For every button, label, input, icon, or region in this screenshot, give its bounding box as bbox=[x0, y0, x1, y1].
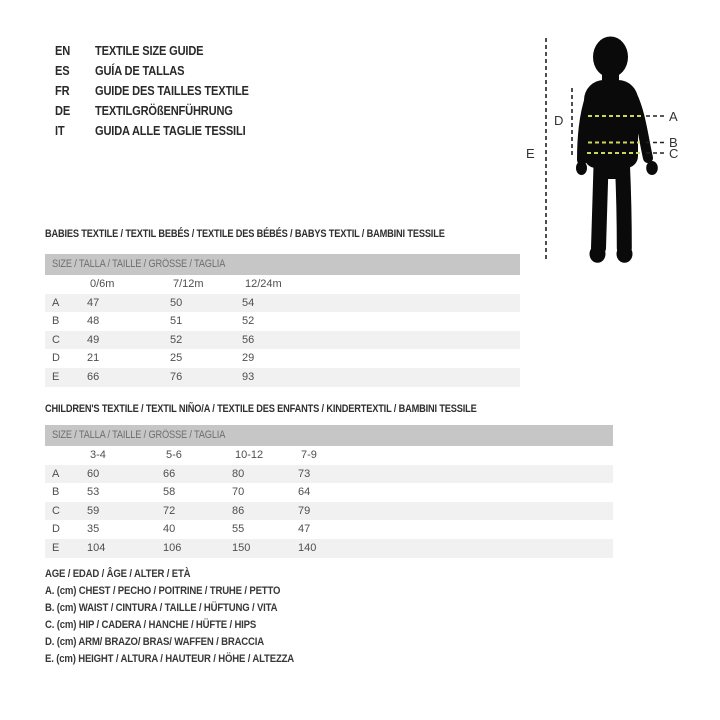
size-value-cell: 150 bbox=[232, 541, 251, 554]
table-row bbox=[45, 520, 613, 539]
size-column-header: 7/12m bbox=[173, 278, 204, 290]
row-label: A bbox=[52, 467, 60, 480]
table-row bbox=[45, 294, 520, 313]
size-value-cell: 21 bbox=[87, 352, 100, 365]
silhouette-torso-lower bbox=[584, 112, 638, 168]
size-value-cell: 29 bbox=[242, 352, 255, 365]
silhouette-left-hand bbox=[576, 161, 587, 175]
babies-section-heading: BABIES TEXTILE / TEXTIL BEBÉS / TEXTILE DES BÉBÉS / BABYS TEXTIL / BAMBINI TESSILE bbox=[45, 228, 445, 240]
legend-line-waist: B. (cm) WAIST / CINTURA / TAILLE / HÜFTUNG / VITA bbox=[45, 602, 278, 615]
size-header-bar: SIZE / TALLA / TAILLE / GRÖSSE / TAGLIA bbox=[45, 425, 613, 446]
table-row bbox=[45, 331, 520, 350]
size-value-cell: 76 bbox=[170, 370, 183, 383]
row-label: D bbox=[52, 352, 60, 365]
language-code: DE bbox=[55, 103, 71, 118]
hip-label: C bbox=[669, 146, 679, 161]
row-label: A bbox=[52, 296, 60, 309]
size-value-cell: 72 bbox=[163, 504, 176, 517]
size-value-cell: 64 bbox=[298, 486, 311, 499]
size-value-cell: 52 bbox=[170, 333, 183, 346]
language-title: TEXTILE SIZE GUIDE bbox=[95, 43, 204, 58]
row-label: D bbox=[52, 523, 60, 536]
size-value-cell: 56 bbox=[242, 333, 255, 346]
size-value-cell: 48 bbox=[87, 315, 100, 328]
legend-line-height: E. (cm) HEIGHT / ALTURA / HAUTEUR / HÖHE / ALTEZZA bbox=[45, 653, 295, 666]
size-value-cell: 58 bbox=[163, 486, 176, 499]
measurement-figure bbox=[515, 20, 715, 275]
size-col-spacer bbox=[45, 275, 87, 294]
legend-line-arm: D. (cm) ARM/ BRAZO/ BRAS/ WAFFEN / BRACCIA bbox=[45, 636, 265, 649]
table-row bbox=[45, 539, 613, 558]
size-column-header: 5-6 bbox=[166, 449, 182, 461]
table-row bbox=[45, 502, 613, 521]
language-code: EN bbox=[55, 43, 71, 58]
size-column-header: 0/6m bbox=[90, 278, 115, 290]
size-value-cell: 59 bbox=[87, 504, 100, 517]
size-value-cell: 93 bbox=[242, 370, 255, 383]
waist-label: B bbox=[669, 135, 678, 150]
size-value-cell: 51 bbox=[170, 315, 183, 328]
babies-size-table bbox=[45, 254, 520, 387]
children-section-heading: CHILDREN'S TEXTILE / TEXTIL NIÑO/A / TEXTILE DES ENFANTS / KINDERTEXTIL / BAMBINI TESSILE bbox=[45, 403, 477, 415]
silhouette-left-foot bbox=[590, 245, 606, 263]
language-code: FR bbox=[55, 83, 70, 98]
size-value-cell: 79 bbox=[298, 504, 311, 517]
chest-label: A bbox=[669, 109, 678, 124]
size-value-cell: 55 bbox=[232, 523, 245, 536]
language-row bbox=[55, 101, 278, 121]
size-column-header: 10-12 bbox=[235, 449, 264, 461]
size-value-cell: 106 bbox=[163, 541, 182, 554]
size-value-cell: 35 bbox=[87, 523, 100, 536]
size-value-cell: 104 bbox=[87, 541, 106, 554]
size-value-cell: 49 bbox=[87, 333, 100, 346]
height-label: E bbox=[526, 146, 535, 161]
size-value-cell: 54 bbox=[242, 296, 255, 309]
size-value-cell: 53 bbox=[87, 486, 100, 499]
language-title: GUIDE DES TAILLES TEXTILE bbox=[95, 83, 249, 98]
row-label: C bbox=[52, 504, 60, 517]
size-value-cell: 70 bbox=[232, 486, 245, 499]
row-label: B bbox=[52, 315, 60, 328]
size-col-spacer bbox=[45, 446, 87, 465]
size-value-cell: 47 bbox=[87, 296, 100, 309]
table-row bbox=[45, 483, 613, 502]
table-row bbox=[45, 312, 520, 331]
table-row bbox=[45, 465, 613, 484]
table-row bbox=[45, 368, 520, 387]
size-column-header: 3-4 bbox=[90, 449, 106, 461]
language-code: IT bbox=[55, 123, 65, 138]
size-value-cell: 40 bbox=[163, 523, 176, 536]
legend-line-age: AGE / EDAD / ÂGE / ALTER / ETÀ bbox=[45, 568, 191, 580]
legend-line-chest: A. (cm) CHEST / PECHO / POITRINE / TRUHE / PETTO bbox=[45, 585, 281, 598]
language-title: GUÍA DE TALLAS bbox=[95, 63, 185, 78]
size-column-header: 12/24m bbox=[245, 278, 282, 290]
size-value-cell: 47 bbox=[298, 523, 311, 536]
language-row bbox=[55, 121, 278, 141]
measurement-legend bbox=[45, 566, 341, 669]
row-label: E bbox=[52, 370, 60, 383]
size-value-cell: 140 bbox=[298, 541, 317, 554]
size-value-cell: 80 bbox=[232, 467, 245, 480]
language-row bbox=[55, 61, 278, 81]
language-title: TEXTILGRÖßENFÜHRUNG bbox=[95, 103, 233, 118]
size-header-bar: SIZE / TALLA / TAILLE / GRÖSSE / TAGLIA bbox=[45, 254, 520, 275]
silhouette-right-foot bbox=[617, 245, 633, 263]
size-value-cell: 86 bbox=[232, 504, 245, 517]
language-title-list bbox=[55, 41, 278, 141]
size-value-cell: 60 bbox=[87, 467, 100, 480]
size-value-cell: 25 bbox=[170, 352, 183, 365]
size-value-cell: 50 bbox=[170, 296, 183, 309]
arm-label: D bbox=[554, 113, 564, 128]
size-columns-row bbox=[45, 275, 520, 294]
silhouette-left-leg bbox=[599, 166, 602, 248]
size-column-header: 7-9 bbox=[301, 449, 317, 461]
language-row bbox=[55, 81, 278, 101]
legend-line-hip: C. (cm) HIP / CADERA / HANCHE / HÜFTE / HIPS bbox=[45, 619, 257, 632]
size-value-cell: 52 bbox=[242, 315, 255, 328]
size-value-cell: 66 bbox=[87, 370, 100, 383]
child-silhouette bbox=[576, 37, 658, 263]
row-label: E bbox=[52, 541, 60, 554]
table-row bbox=[45, 349, 520, 368]
language-title: GUIDA ALLE TAGLIE TESSILI bbox=[95, 123, 246, 138]
size-columns-row bbox=[45, 446, 613, 465]
silhouette-right-leg bbox=[623, 166, 625, 248]
children-size-table bbox=[45, 425, 613, 558]
language-code: ES bbox=[55, 63, 70, 78]
size-value-cell: 73 bbox=[298, 467, 311, 480]
row-label: C bbox=[52, 333, 60, 346]
row-label: B bbox=[52, 486, 60, 499]
size-value-cell: 66 bbox=[163, 467, 176, 480]
silhouette-right-hand bbox=[646, 161, 658, 175]
language-row bbox=[55, 41, 278, 61]
